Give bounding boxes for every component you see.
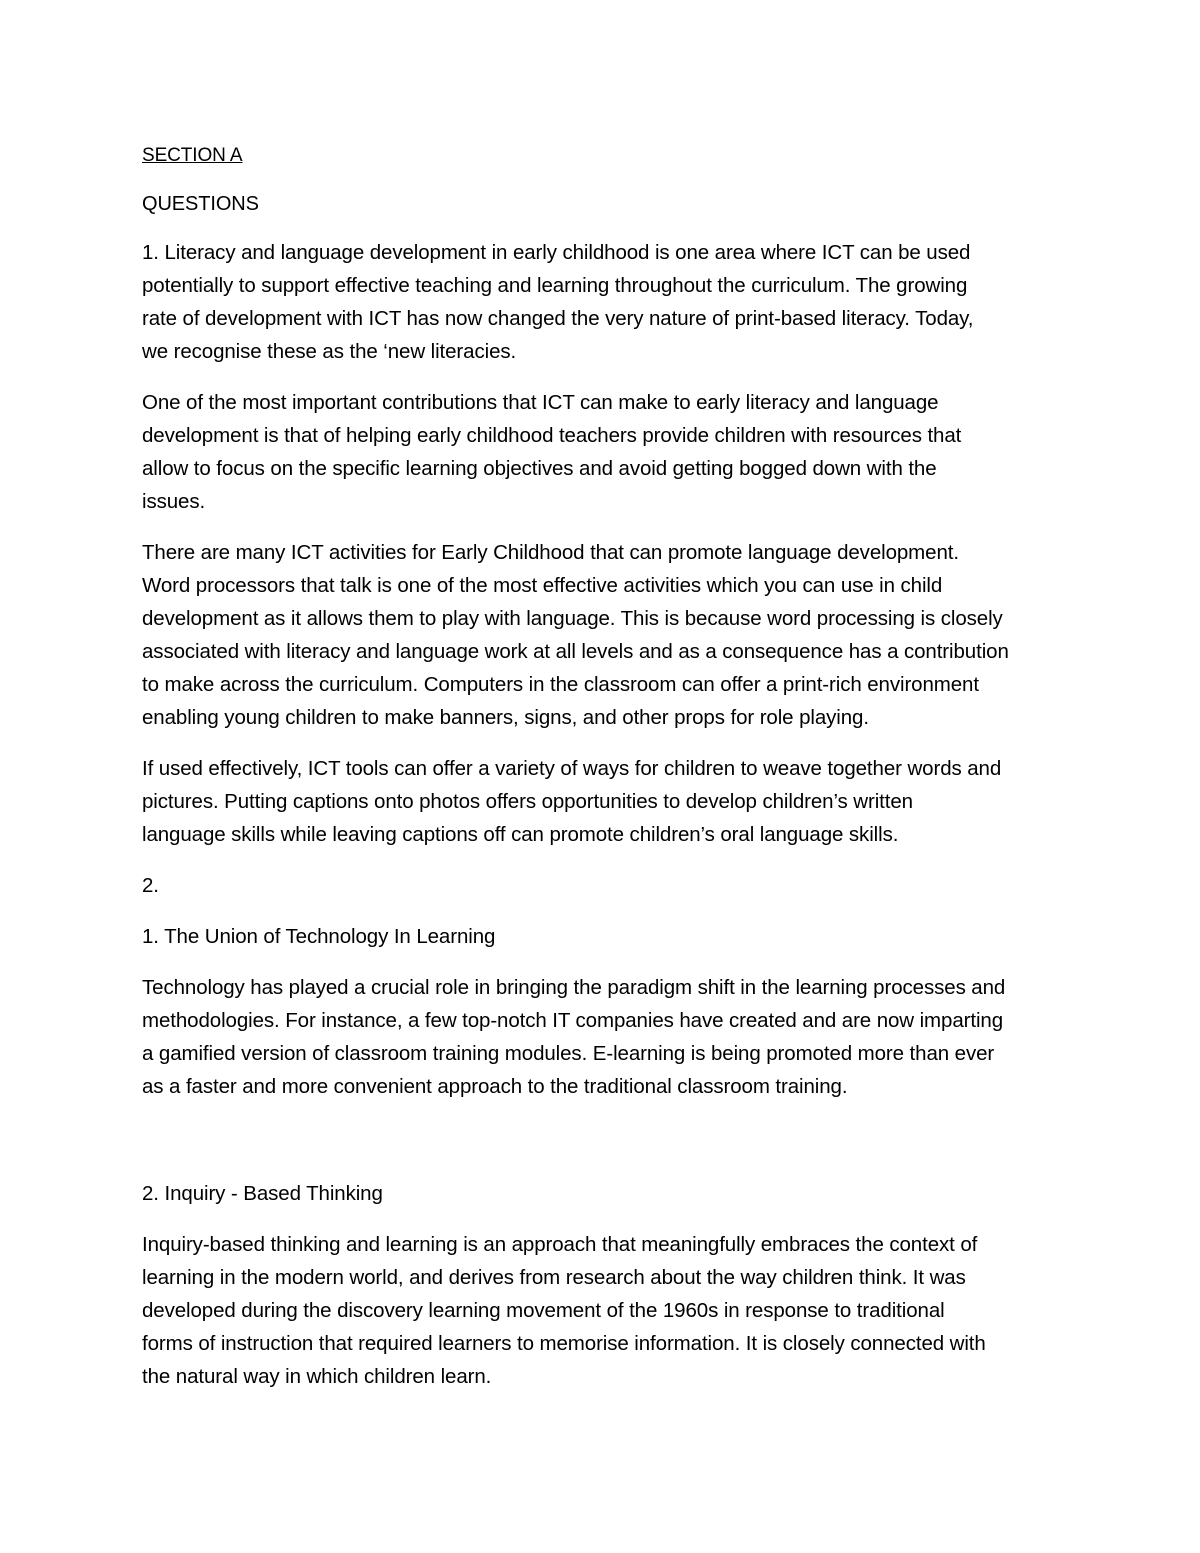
paragraph-line: development is that of helping early childhood teachers provide children with resources that [142, 424, 962, 447]
paragraph-line: rate of development with ICT has now changed the very nature of print-based literacy. Today, [142, 307, 974, 330]
paragraph-q1-intro [142, 236, 1072, 368]
paragraph-line: One of the most important contributions that ICT can make to early literacy and language [142, 391, 939, 414]
section-title: SECTION A [142, 145, 243, 166]
paragraph-line: developed during the discovery learning movement of the 1960s in response to traditional [142, 1299, 945, 1322]
paragraph-line: potentially to support effective teaching and learning throughout the curriculum. The growing [142, 274, 968, 297]
subheading-inquiry-based-thinking [142, 1177, 1072, 1210]
paragraph-ict-activities [142, 536, 1072, 734]
question-2-number [142, 869, 1072, 902]
paragraph-line: Word processors that talk is one of the most effective activities which you can use in child [142, 574, 943, 597]
paragraph-line: we recognise these as the ‘new literacies. [142, 340, 517, 363]
paragraph-inquiry [142, 1228, 1072, 1393]
paragraph-line: language skills while leaving captions off can promote children’s oral language skills. [142, 823, 899, 846]
paragraph-line: 1. The Union of Technology In Learning [142, 925, 496, 948]
questions-heading: QUESTIONS [142, 193, 259, 215]
paragraph-line: If used effectively, ICT tools can offer a variety of ways for children to weave together words and [142, 757, 1002, 780]
paragraph-line: as a faster and more convenient approach to the traditional classroom training. [142, 1075, 848, 1098]
paragraph-line: 2. Inquiry - Based Thinking [142, 1182, 383, 1205]
blank-space [142, 1121, 1072, 1177]
paragraph-line: pictures. Putting captions onto photos offers opportunities to develop children’s written [142, 790, 913, 813]
paragraph-technology [142, 971, 1072, 1103]
paragraph-line: the natural way in which children learn. [142, 1365, 492, 1388]
paragraph-line: methodologies. For instance, a few top-notch IT companies have created and are now imparting [142, 1009, 1004, 1032]
paragraph-line: 1. Literacy and language development in early childhood is one area where ICT can be used [142, 241, 971, 264]
paragraph-line: development as it allows them to play with language. This is because word processing is closely [142, 607, 1003, 630]
paragraph-line: a gamified version of classroom training modules. E-learning is being promoted more than ever [142, 1042, 995, 1065]
paragraph-line: associated with literacy and language work at all levels and as a consequence has a contribution [142, 640, 1009, 663]
subheading-union-of-technology [142, 920, 1072, 953]
paragraph-contributions [142, 386, 1072, 518]
paragraph-line: enabling young children to make banners, signs, and other props for role playing. [142, 706, 869, 729]
paragraph-line: Inquiry-based thinking and learning is an approach that meaningfully embraces the context of [142, 1233, 978, 1256]
document-page [142, 142, 1072, 1411]
paragraph-line: There are many ICT activities for Early Childhood that can promote language development. [142, 541, 959, 564]
paragraph-line: Technology has played a crucial role in bringing the paradigm shift in the learning processes and [142, 976, 1006, 999]
paragraph-line: to make across the curriculum. Computers in the classroom can offer a print-rich environment [142, 673, 979, 696]
paragraph-ict-tools [142, 752, 1072, 851]
paragraph-line: learning in the modern world, and derives from research about the way children think. It was [142, 1266, 966, 1289]
paragraph-line: 2. [142, 874, 159, 897]
paragraph-line: allow to focus on the specific learning objectives and avoid getting bogged down with the [142, 457, 937, 480]
paragraph-line: issues. [142, 490, 206, 513]
paragraph-line: forms of instruction that required learners to memorise information. It is closely connected with [142, 1332, 986, 1355]
